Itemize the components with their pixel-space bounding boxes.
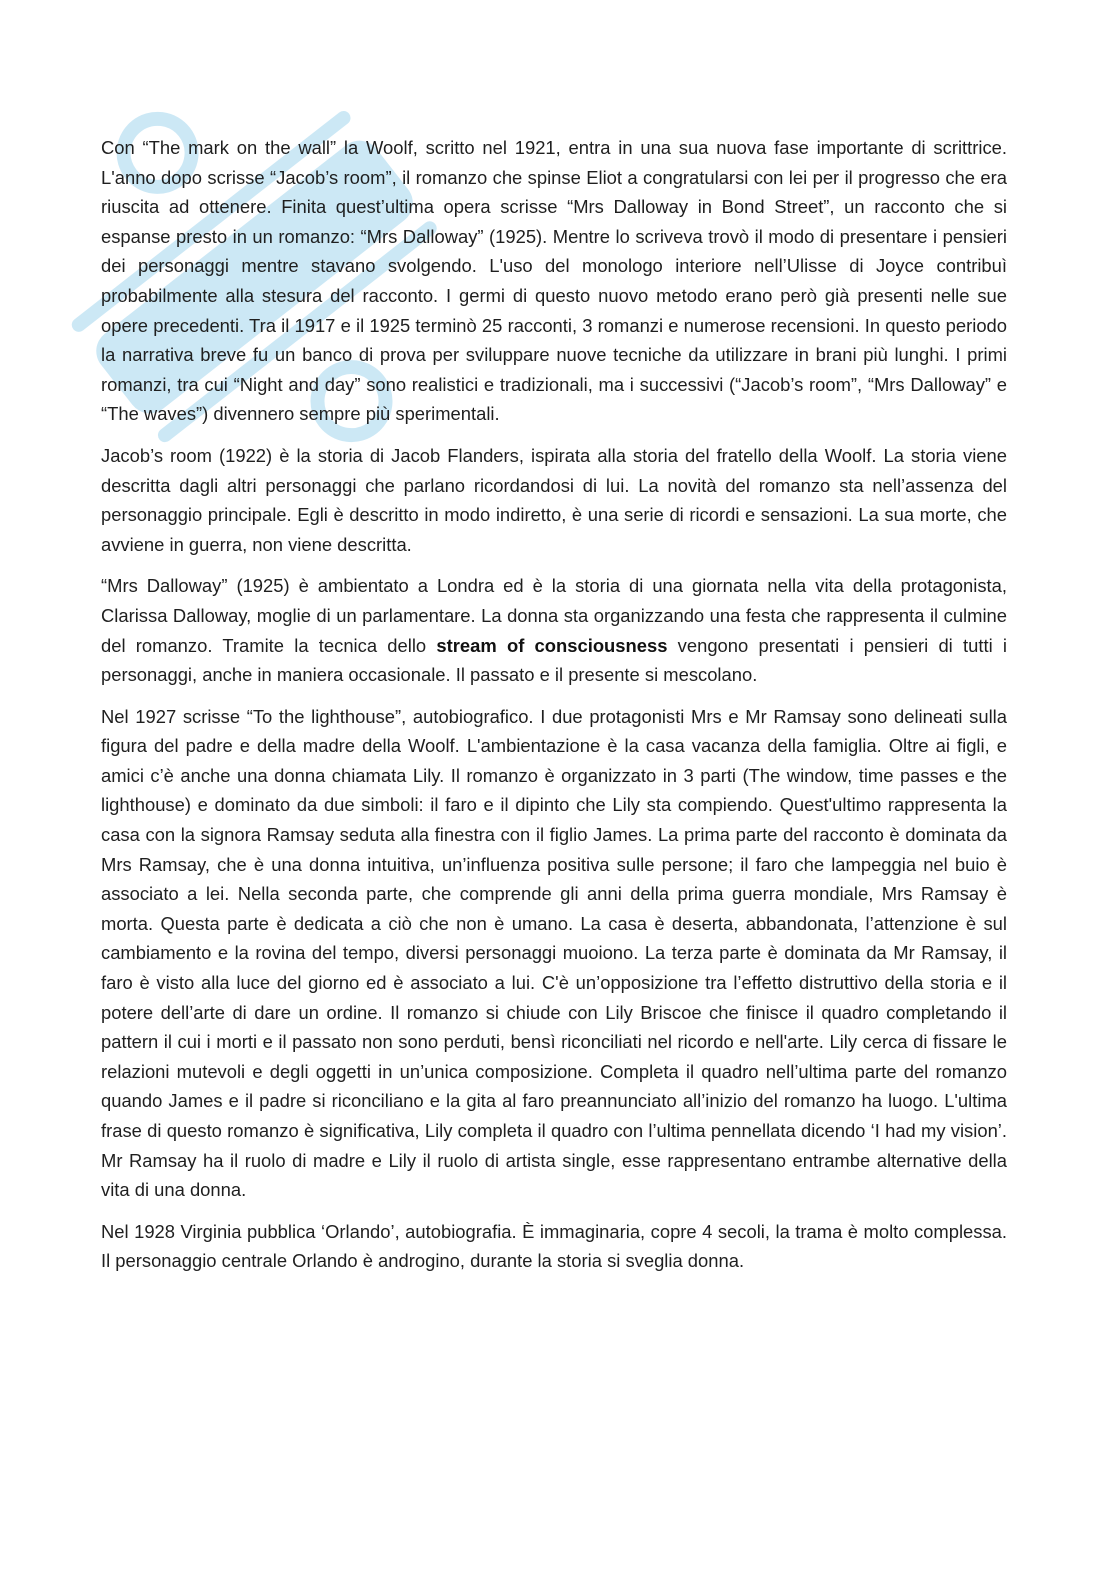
paragraph-mrs-dalloway — [101, 571, 1007, 689]
paragraph-mrs-dalloway-text-end: vengono presentati i pensieri di tutti i personaggi, anche in maniera occasionale. Il passato e il presente si mescolano. — [101, 634, 1007, 686]
paragraph-orlando: Nel 1928 Virginia pubblica ‘Orlando’, autobiografia. È immaginaria, copre 4 secoli, la trama è molto complessa. Il personaggio centrale Orlando è androgino, durante la storia si sveglia donna. — [101, 1220, 1007, 1272]
document-body — [101, 133, 1007, 1288]
paragraph-jacobs-room: Jacob’s room (1922) è la storia di Jacob Flanders, ispirata alla storia del fratello della Woolf. La storia viene descritta dagli altri personaggi che parlano ricordandosi di lui. La novità del romanzo sta nell’assenza del personaggio principale. Egli è descritto in modo indiretto, è una serie di ricordi e sensazioni. La sua morte, che avviene in guerra, non viene descritta. — [101, 444, 1007, 555]
paragraph-to-the-lighthouse: Nel 1927 scrisse “To the lighthouse”, autobiografico. I due protagonisti Mrs e Mr Ramsay sono delineati sulla figura del padre e della madre della Woolf. L'ambientazione è la casa vacanza della famiglia. Oltre ai figli, e amici c’è anche una donna chiamata Lily. Il romanzo è organizzato in 3 parti (The window, time passes e the lighthouse) e dominato da due simboli: il faro e il dipinto che Lily sta compiendo. Quest'ultimo rappresenta la casa con la signora Ramsay seduta alla finestra con il figlio James. La prima parte del racconto è dominata da Mrs Ramsay, che è una donna intuitiva, un’influenza positiva sulle persone; il faro che lampeggia nel buio è associato a lei. Nella seconda parte, che comprende gli anni della prima guerra mondiale, Mrs Ramsay è morta. Questa parte è dedicata a ciò che non è umano. La casa è deserta, abbandonata, l’attenzione è sul cambiamento e la rovina del tempo, diversi personaggi muoiono. La terza parte è dominata da Mr Ramsay, il faro è visto alla luce del giorno ed è associato a lui. C'è un’opposizione tra l’effetto distruttivo della storia e il potere dell’arte di dare un ordine. Il romanzo si chiude con Lily Briscoe che finisce il quadro completando il pattern il cui i morti e il passato non sono perduti, bensì riconciliati nel ricordo e nell'arte. Lily cerca di fissare le relazioni mutevoli e degli oggetti in un’unica composizione. Completa il quadro nell’ultima parte del romanzo quando James e il padre si riconciliano e la gita al faro preannunciato all’inizio del romanzo ha luogo. L'ultima frase di questo romanzo è significativa, Lily completa il quadro con l’ultima pennellata dicendo ‘I had my vision’. Mr Ramsay ha il ruolo di madre e Lily il ruolo di artista single, esse rappresentano entrambe alternative della vita di una donna. — [101, 705, 1007, 1201]
paragraph-mrs-dalloway-text-start: “Mrs Dalloway” (1925) è ambientato a Londra ed è la storia di una giornata nella vita della protagonista, Clarissa Dalloway, moglie di un parlamentare. La donna sta organizzando una festa che rappresenta il culmine del romanzo. Tramite la tecnica dello — [101, 575, 1007, 656]
stream-of-consciousness-term: stream of consciousness — [436, 634, 668, 656]
paragraph-woolf-intro: Con “The mark on the wall” la Woolf, scritto nel 1921, entra in una sua nuova fase importante di scrittrice. L'anno dopo scrisse “Jacob’s room”, il romanzo che spinse Eliot a congratularsi con lei per il progresso che era riuscita ad ottenere. Finita quest’ultima opera scrisse “Mrs Dalloway in Bond Street”, un racconto che si espanse presto in un romanzo: “Mrs Dalloway” (1925). Mentre lo scriveva trovò il modo di presentare i pensieri dei personaggi mentre stavano svolgendo. L'uso del monologo interiore nell’Ulisse di Joyce contribuì probabilmente alla stesura del racconto. I germi di questo nuovo metodo erano però già presenti nelle sue opere precedenti. Tra il 1917 e il 1925 terminò 25 racconti, 3 romanzi e numerose recensioni. In questo periodo la narrativa breve fu un banco di prova per sviluppare nuove tecniche da utilizzare in brani più lunghi. I primi romanzi, tra cui “Night and day” sono realistici e tradizionali, ma i successivi (“Jacob’s room”, “Mrs Dalloway” e “The waves”) divennero sempre più sperimentali. — [101, 137, 1007, 425]
